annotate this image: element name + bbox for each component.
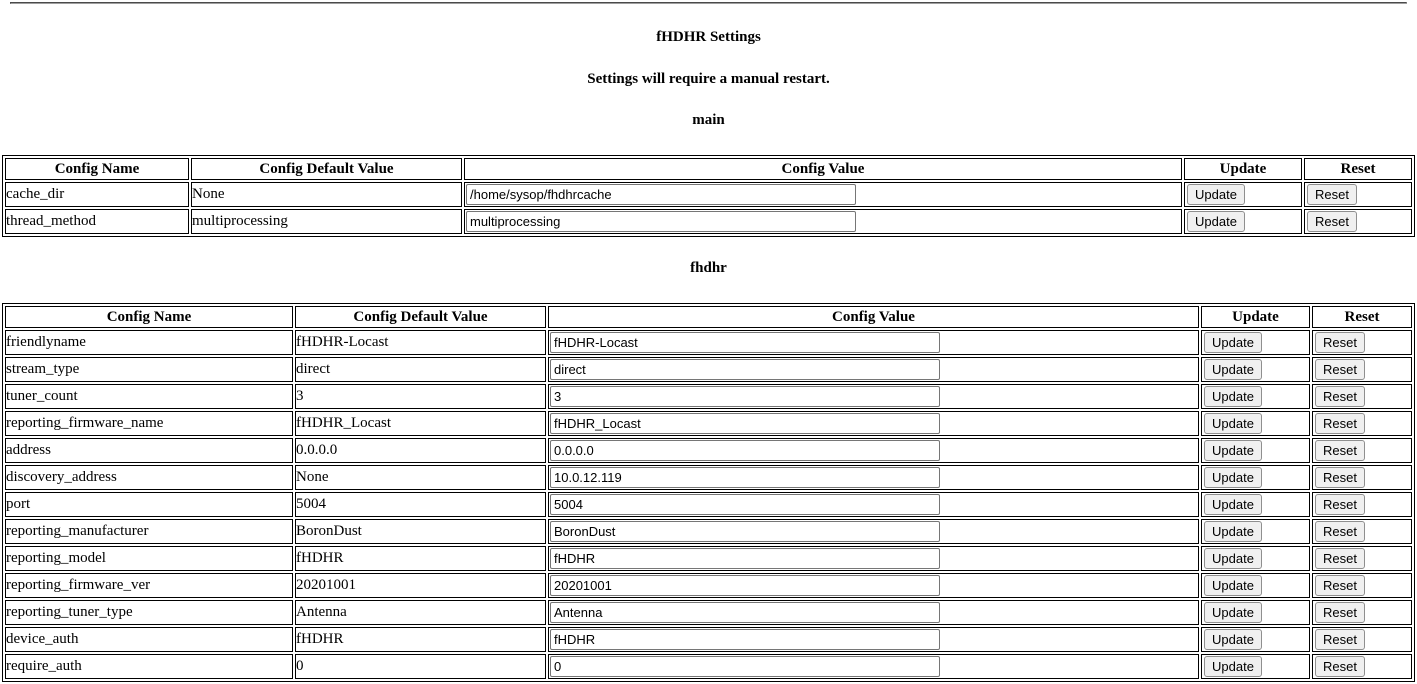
config-value-cell [548, 438, 1199, 463]
reset-button[interactable]: Reset [1307, 184, 1357, 205]
reset-button[interactable]: Reset [1315, 494, 1365, 515]
reset-button[interactable]: Reset [1315, 521, 1365, 542]
config-row [5, 465, 1412, 490]
config-name-cell: device_auth [5, 627, 293, 652]
column-header-config-name: Config Name [5, 306, 293, 328]
config-name-cell: reporting_firmware_ver [5, 573, 293, 598]
page-title: fHDHR Settings [656, 29, 761, 45]
reset-button[interactable]: Reset [1315, 629, 1365, 650]
update-cell [1201, 654, 1310, 679]
config-default-value-cell: direct [295, 357, 546, 382]
config-row [5, 384, 1412, 409]
update-cell [1201, 627, 1310, 652]
config-row [5, 573, 1412, 598]
update-cell [1201, 600, 1310, 625]
section-title-fhdhr: fhdhr [690, 260, 727, 276]
config-name-cell: cache_dir [5, 182, 189, 207]
column-header-config-value: Config Value [464, 158, 1182, 180]
reset-button[interactable]: Reset [1315, 467, 1365, 488]
config-value-input[interactable] [550, 629, 940, 650]
reset-cell [1312, 357, 1412, 382]
update-button[interactable]: Update [1204, 521, 1262, 542]
config-default-value-cell: 0.0.0.0 [295, 438, 546, 463]
config-value-input[interactable] [466, 211, 856, 232]
config-default-value-cell: None [191, 182, 462, 207]
config-name-cell: reporting_tuner_type [5, 600, 293, 625]
config-value-cell [548, 357, 1199, 382]
update-cell [1201, 492, 1310, 517]
update-cell [1201, 519, 1310, 544]
config-value-input[interactable] [550, 332, 940, 353]
reset-button[interactable]: Reset [1315, 656, 1365, 677]
config-row [5, 654, 1412, 679]
config-value-input[interactable] [550, 575, 940, 596]
config-value-input[interactable] [550, 548, 940, 569]
restart-notice: Settings will require a manual restart. [587, 71, 830, 87]
config-default-value-cell: BoronDust [295, 519, 546, 544]
reset-cell [1312, 546, 1412, 571]
config-name-cell: reporting_model [5, 546, 293, 571]
update-cell [1184, 209, 1302, 234]
config-default-value-cell: fHDHR_Locast [295, 411, 546, 436]
update-cell [1201, 330, 1310, 355]
reset-button[interactable]: Reset [1315, 359, 1365, 380]
config-row [5, 209, 1412, 234]
update-cell [1201, 411, 1310, 436]
config-value-cell [464, 209, 1182, 234]
config-value-cell [548, 492, 1199, 517]
update-button[interactable]: Update [1204, 629, 1262, 650]
reset-cell [1304, 182, 1412, 207]
reset-button[interactable]: Reset [1315, 413, 1365, 434]
reset-cell [1312, 411, 1412, 436]
update-button[interactable]: Update [1204, 656, 1262, 677]
config-default-value-cell: fHDHR-Locast [295, 330, 546, 355]
config-row [5, 438, 1412, 463]
config-name-cell: reporting_manufacturer [5, 519, 293, 544]
config-value-cell [548, 600, 1199, 625]
config-value-input[interactable] [550, 413, 940, 434]
config-default-value-cell: None [295, 465, 546, 490]
reset-cell [1304, 209, 1412, 234]
config-row [5, 357, 1412, 382]
config-value-cell [548, 330, 1199, 355]
settings-table-main [2, 155, 1415, 237]
update-cell [1201, 573, 1310, 598]
column-header-reset: Reset [1312, 306, 1412, 328]
update-button[interactable]: Update [1204, 602, 1262, 623]
column-header-reset: Reset [1304, 158, 1412, 180]
column-header-default-value: Config Default Value [191, 158, 462, 180]
section-title-main: main [692, 112, 725, 128]
config-value-cell [548, 465, 1199, 490]
update-cell [1201, 438, 1310, 463]
config-row [5, 627, 1412, 652]
reset-button[interactable]: Reset [1307, 211, 1357, 232]
reset-cell [1312, 573, 1412, 598]
reset-cell [1312, 384, 1412, 409]
config-name-cell: friendlyname [5, 330, 293, 355]
config-value-input[interactable] [550, 359, 940, 380]
config-name-cell: stream_type [5, 357, 293, 382]
config-name-cell: address [5, 438, 293, 463]
update-cell [1201, 357, 1310, 382]
reset-cell [1312, 654, 1412, 679]
config-name-cell: port [5, 492, 293, 517]
reset-cell [1312, 330, 1412, 355]
update-button[interactable]: Update [1187, 184, 1245, 205]
update-button[interactable]: Update [1204, 359, 1262, 380]
config-default-value-cell: 3 [295, 384, 546, 409]
config-value-input[interactable] [550, 467, 940, 488]
column-header-config-value: Config Value [548, 306, 1199, 328]
config-row [5, 492, 1412, 517]
config-value-input[interactable] [550, 521, 940, 542]
config-value-cell [548, 573, 1199, 598]
config-value-cell [548, 411, 1199, 436]
config-name-cell: tuner_count [5, 384, 293, 409]
update-cell [1201, 384, 1310, 409]
column-header-update: Update [1201, 306, 1310, 328]
header-row [5, 306, 1412, 328]
reset-button[interactable]: Reset [1315, 386, 1365, 407]
config-value-input[interactable] [550, 386, 940, 407]
update-cell [1201, 546, 1310, 571]
config-value-input[interactable] [550, 602, 940, 623]
header-row [5, 158, 1412, 180]
config-default-value-cell: multiprocessing [191, 209, 462, 234]
config-value-input[interactable] [466, 184, 856, 205]
config-default-value-cell: 5004 [295, 492, 546, 517]
config-default-value-cell: 20201001 [295, 573, 546, 598]
update-cell [1184, 182, 1302, 207]
update-button[interactable]: Update [1204, 332, 1262, 353]
column-header-config-name: Config Name [5, 158, 189, 180]
reset-button[interactable]: Reset [1315, 332, 1365, 353]
settings-table-fhdhr [2, 303, 1415, 682]
config-value-cell [548, 627, 1199, 652]
update-button[interactable]: Update [1204, 413, 1262, 434]
config-row [5, 330, 1412, 355]
config-default-value-cell: fHDHR [295, 627, 546, 652]
config-row [5, 546, 1412, 571]
reset-cell [1312, 492, 1412, 517]
reset-button[interactable]: Reset [1315, 575, 1365, 596]
config-value-input[interactable] [550, 440, 940, 461]
config-row [5, 411, 1412, 436]
column-header-default-value: Config Default Value [295, 306, 546, 328]
config-value-cell [548, 546, 1199, 571]
config-row [5, 182, 1412, 207]
config-name-cell: reporting_firmware_name [5, 411, 293, 436]
config-row [5, 600, 1412, 625]
update-button[interactable]: Update [1204, 386, 1262, 407]
top-divider [10, 2, 1407, 4]
config-value-cell [548, 519, 1199, 544]
config-value-input[interactable] [550, 494, 940, 515]
config-value-cell [548, 654, 1199, 679]
reset-cell [1312, 438, 1412, 463]
config-value-input[interactable] [550, 656, 940, 677]
config-default-value-cell: Antenna [295, 600, 546, 625]
update-button[interactable]: Update [1204, 548, 1262, 569]
update-button[interactable]: Update [1204, 494, 1262, 515]
reset-cell [1312, 600, 1412, 625]
update-button[interactable]: Update [1204, 467, 1262, 488]
config-row [5, 519, 1412, 544]
config-name-cell: thread_method [5, 209, 189, 234]
reset-cell [1312, 627, 1412, 652]
reset-cell [1312, 465, 1412, 490]
column-header-update: Update [1184, 158, 1302, 180]
config-default-value-cell: 0 [295, 654, 546, 679]
config-name-cell: require_auth [5, 654, 293, 679]
update-cell [1201, 465, 1310, 490]
config-value-cell [548, 384, 1199, 409]
update-button[interactable]: Update [1187, 211, 1245, 232]
update-button[interactable]: Update [1204, 440, 1262, 461]
config-default-value-cell: fHDHR [295, 546, 546, 571]
reset-button[interactable]: Reset [1315, 548, 1365, 569]
update-button[interactable]: Update [1204, 575, 1262, 596]
reset-button[interactable]: Reset [1315, 440, 1365, 461]
reset-button[interactable]: Reset [1315, 602, 1365, 623]
config-value-cell [464, 182, 1182, 207]
reset-cell [1312, 519, 1412, 544]
config-name-cell: discovery_address [5, 465, 293, 490]
